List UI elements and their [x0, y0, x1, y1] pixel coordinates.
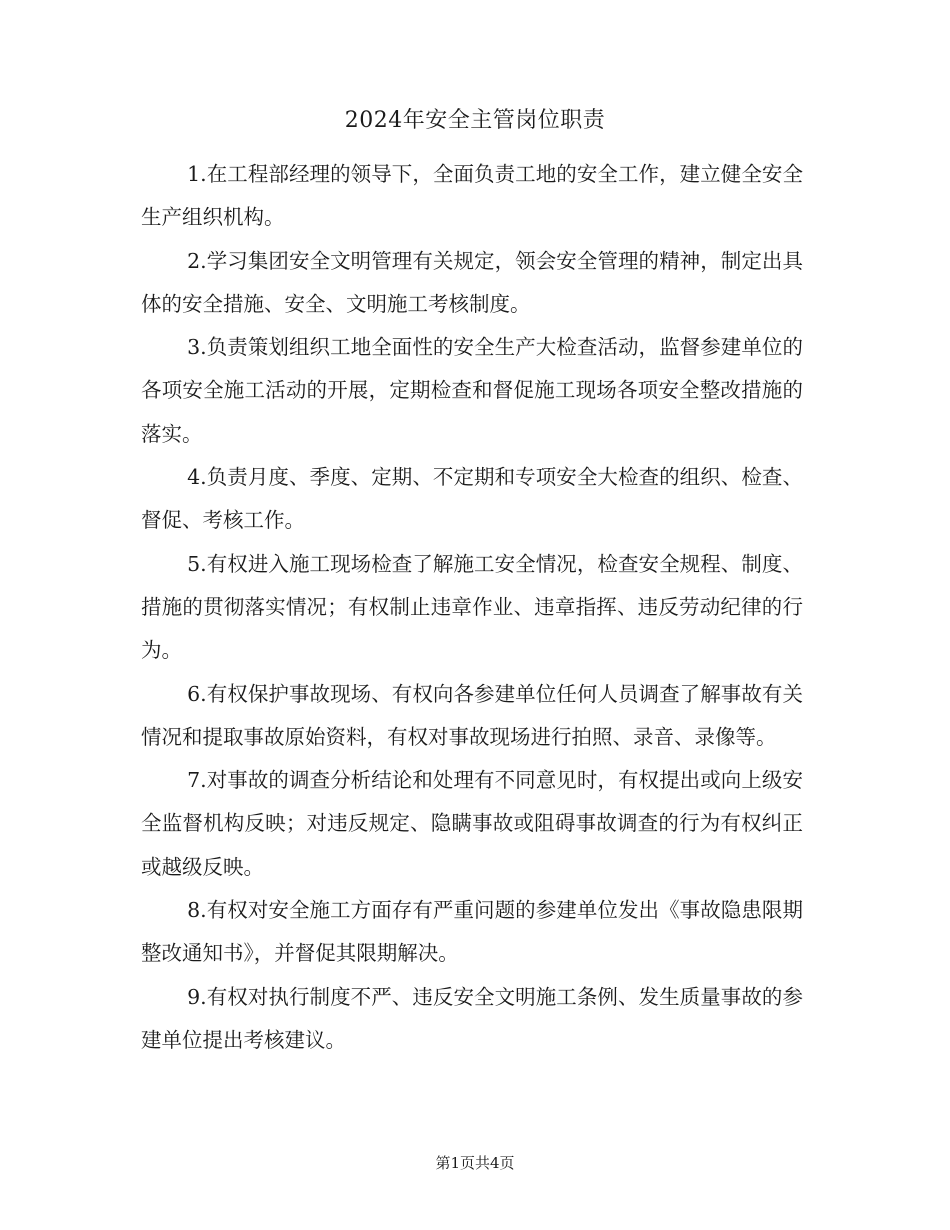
document-body	[141, 153, 803, 1062]
paragraph-7: 7.对事故的调查分析结论和处理有不同意见时，有权提出或向上级安全监督机构反映；对违反规定、隐瞒事故或阻碍事故调查的行为有权纠正或越级反映。	[141, 768, 803, 879]
paragraph-4: 4.负责月度、季度、定期、不定期和专项安全大检查的组织、检查、督促、考核工作。	[141, 465, 803, 533]
paragraph-6: 6.有权保护事故现场、有权向各参建单位任何人员调查了解事故有关情况和提取事故原始资料，有权对事故现场进行拍照、录音、录像等。	[141, 681, 803, 749]
page-number: 第1页共4页	[435, 1154, 515, 1172]
paragraph-3: 3.负责策划组织工地全面性的安全生产大检查活动，监督参建单位的各项安全施工活动的开展，定期检查和督促施工现场各项安全整改措施的落实。	[141, 335, 803, 446]
document-title: 2024年安全主管岗位职责	[344, 108, 606, 133]
paragraph-9: 9.有权对执行制度不严、违反安全文明施工条例、发生质量事故的参建单位提出考核建议。	[141, 984, 803, 1052]
paragraph-5: 5.有权进入施工现场检查了解施工安全情况，检查安全规程、制度、措施的贯彻落实情况；有权制止违章作业、违章指挥、违反劳动纪律的行为。	[141, 551, 803, 663]
paragraph-2: 2.学习集团安全文明管理有关规定，领会安全管理的精神，制定出具体的安全措施、安全、文明施工考核制度。	[141, 248, 803, 316]
paragraph-8: 8.有权对安全施工方面存有严重问题的参建单位发出《事故隐患限期整改通知书》，并督促其限期解决。	[141, 898, 803, 966]
paragraph-1: 1.在工程部经理的领导下，全面负责工地的安全工作，建立健全安全生产组织机构。	[141, 162, 803, 230]
